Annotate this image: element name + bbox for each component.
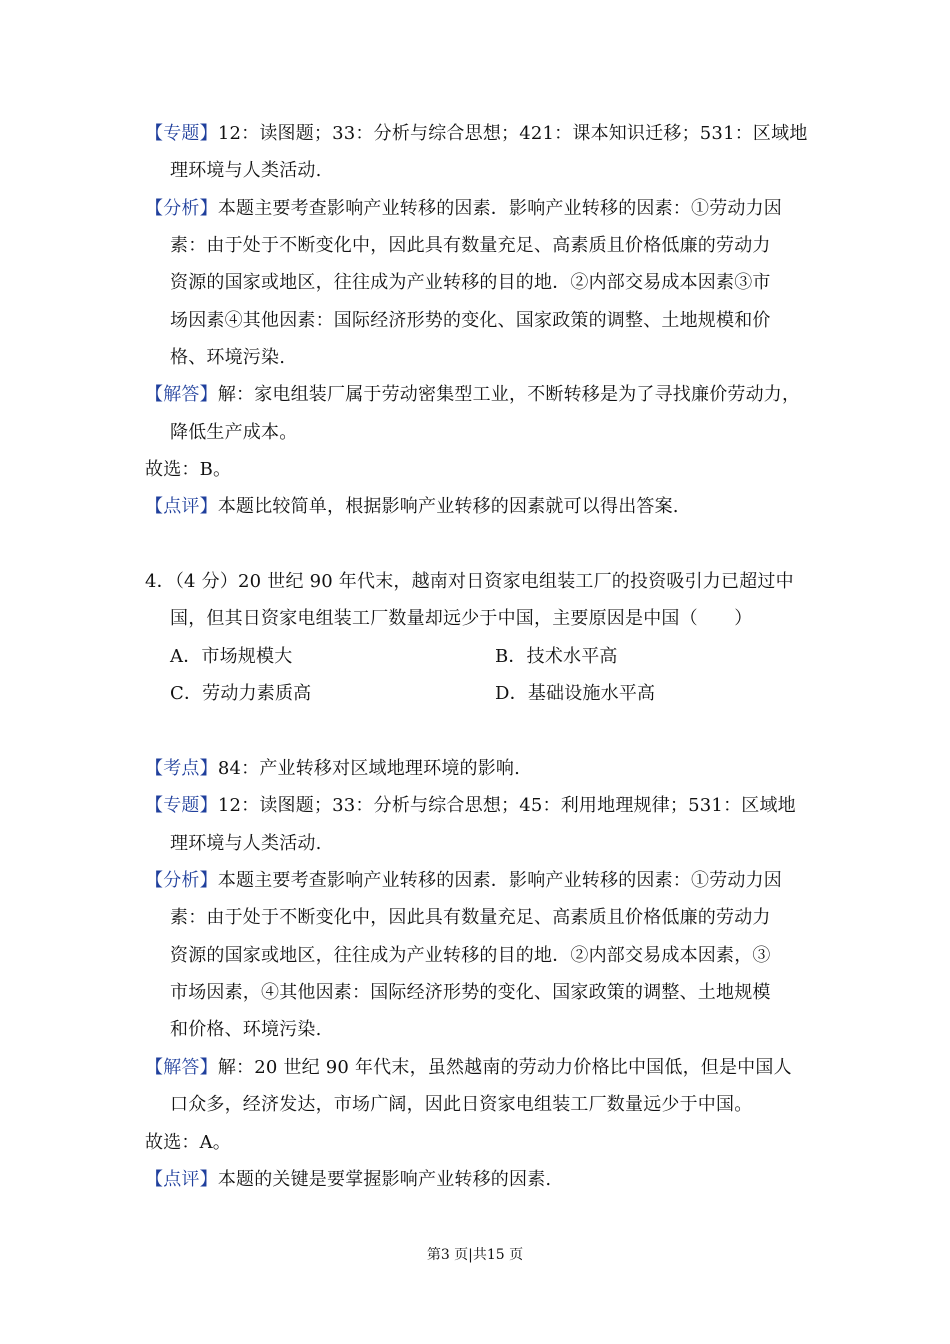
fenxi-line-2: 素：由于处于不断变化中，因此具有数量充足、高素质且价格低廉的劳动力 bbox=[170, 235, 771, 256]
fenxi-2-line-5: 和价格、环境污染. bbox=[170, 1019, 322, 1040]
jieda-text: 解：家电组装厂属于劳动密集型工业，不断转移是为了寻找廉价劳动力， bbox=[217, 384, 801, 405]
kaodian-text: 84：产业转移对区域地理环境的影响. bbox=[217, 758, 521, 779]
kaodian-line bbox=[145, 756, 520, 782]
jieda-2-text: 解：20 世纪 90 年代末，虽然越南的劳动力价格比中国低，但是中国人 bbox=[217, 1057, 792, 1078]
dianping-text: 本题比较简单，根据影响产业转移的因素就可以得出答案. bbox=[217, 496, 679, 517]
fenxi-line-3: 资源的国家或地区，往往成为产业转移的目的地．②内部交易成本因素③市 bbox=[170, 272, 771, 293]
fenxi-2-tag: 【分析】 bbox=[145, 870, 218, 891]
dianping-line bbox=[145, 494, 679, 520]
fenxi-line-5: 格、环境污染. bbox=[170, 347, 286, 368]
question-4-line-1: 4．（4 分）20 世纪 90 年代末，越南对日资家电组装工厂的投资吸引力已超过中 bbox=[145, 571, 794, 592]
zhuanti-line-1 bbox=[145, 121, 808, 147]
question-4-line-2: 国，但其日资家电组装工厂数量却远少于中国，主要原因是中国（ ） bbox=[170, 608, 753, 629]
fenxi-2-line-3: 资源的国家或地区，往往成为产业转移的目的地．②内部交易成本因素，③ bbox=[170, 945, 771, 966]
zhuanti-2-line-1 bbox=[145, 793, 796, 819]
zhuanti-2-line-2: 理环境与人类活动. bbox=[170, 833, 322, 854]
jieda-tag: 【解答】 bbox=[145, 384, 218, 405]
fenxi-2-line-4: 市场因素，④其他因素：国际经济形势的变化、国家政策的调整、土地规模 bbox=[170, 982, 771, 1003]
zhuanti-tag: 【专题】 bbox=[145, 123, 218, 144]
option-b: B．技术水平高 bbox=[495, 646, 618, 667]
fenxi-2-line-2: 素：由于处于不断变化中，因此具有数量充足、高素质且价格低廉的劳动力 bbox=[170, 907, 771, 928]
fenxi-tag: 【分析】 bbox=[145, 198, 218, 219]
option-c: C．劳动力素质高 bbox=[170, 683, 312, 704]
kaodian-tag: 【考点】 bbox=[145, 758, 218, 779]
dianping-2-text: 本题的关键是要掌握影响产业转移的因素. bbox=[217, 1169, 552, 1190]
fenxi-text: 本题主要考查影响产业转移的因素．影响产业转移的因素：①劳动力因 bbox=[217, 198, 783, 219]
zhuanti-2-text: 12：读图题；33：分析与综合思想；45：利用地理规律；531：区域地 bbox=[217, 795, 796, 816]
dianping-2-line bbox=[145, 1167, 551, 1193]
answer-choice: 故选：B。 bbox=[145, 459, 232, 480]
dianping-2-tag: 【点评】 bbox=[145, 1169, 218, 1190]
zhuanti-text: 12：读图题；33：分析与综合思想；421：课本知识迁移；531：区域地 bbox=[217, 123, 808, 144]
option-d: D．基础设施水平高 bbox=[495, 683, 656, 704]
jieda-line-2: 降低生产成本。 bbox=[170, 422, 298, 443]
jieda-2-line-2: 口众多，经济发达，市场广阔，因此日资家电组装工厂数量远少于中国。 bbox=[170, 1094, 753, 1115]
dianping-tag: 【点评】 bbox=[145, 496, 218, 517]
answer-choice-2: 故选：A。 bbox=[145, 1132, 231, 1153]
zhuanti-line-2: 理环境与人类活动. bbox=[170, 160, 322, 181]
option-a: A．市场规模大 bbox=[170, 646, 293, 667]
fenxi-line-1 bbox=[145, 196, 782, 222]
fenxi-line-4: 场因素④其他因素：国际经济形势的变化、国家政策的调整、土地规模和价 bbox=[170, 310, 771, 331]
jieda-2-line-1 bbox=[145, 1055, 792, 1081]
page-number: 第3 页|共15 页 bbox=[426, 1247, 524, 1263]
jieda-2-tag: 【解答】 bbox=[145, 1057, 218, 1078]
fenxi-2-line-1 bbox=[145, 868, 782, 894]
fenxi-2-text: 本题主要考查影响产业转移的因素．影响产业转移的因素：①劳动力因 bbox=[217, 870, 783, 891]
zhuanti-2-tag: 【专题】 bbox=[145, 795, 218, 816]
jieda-line-1 bbox=[145, 382, 800, 408]
